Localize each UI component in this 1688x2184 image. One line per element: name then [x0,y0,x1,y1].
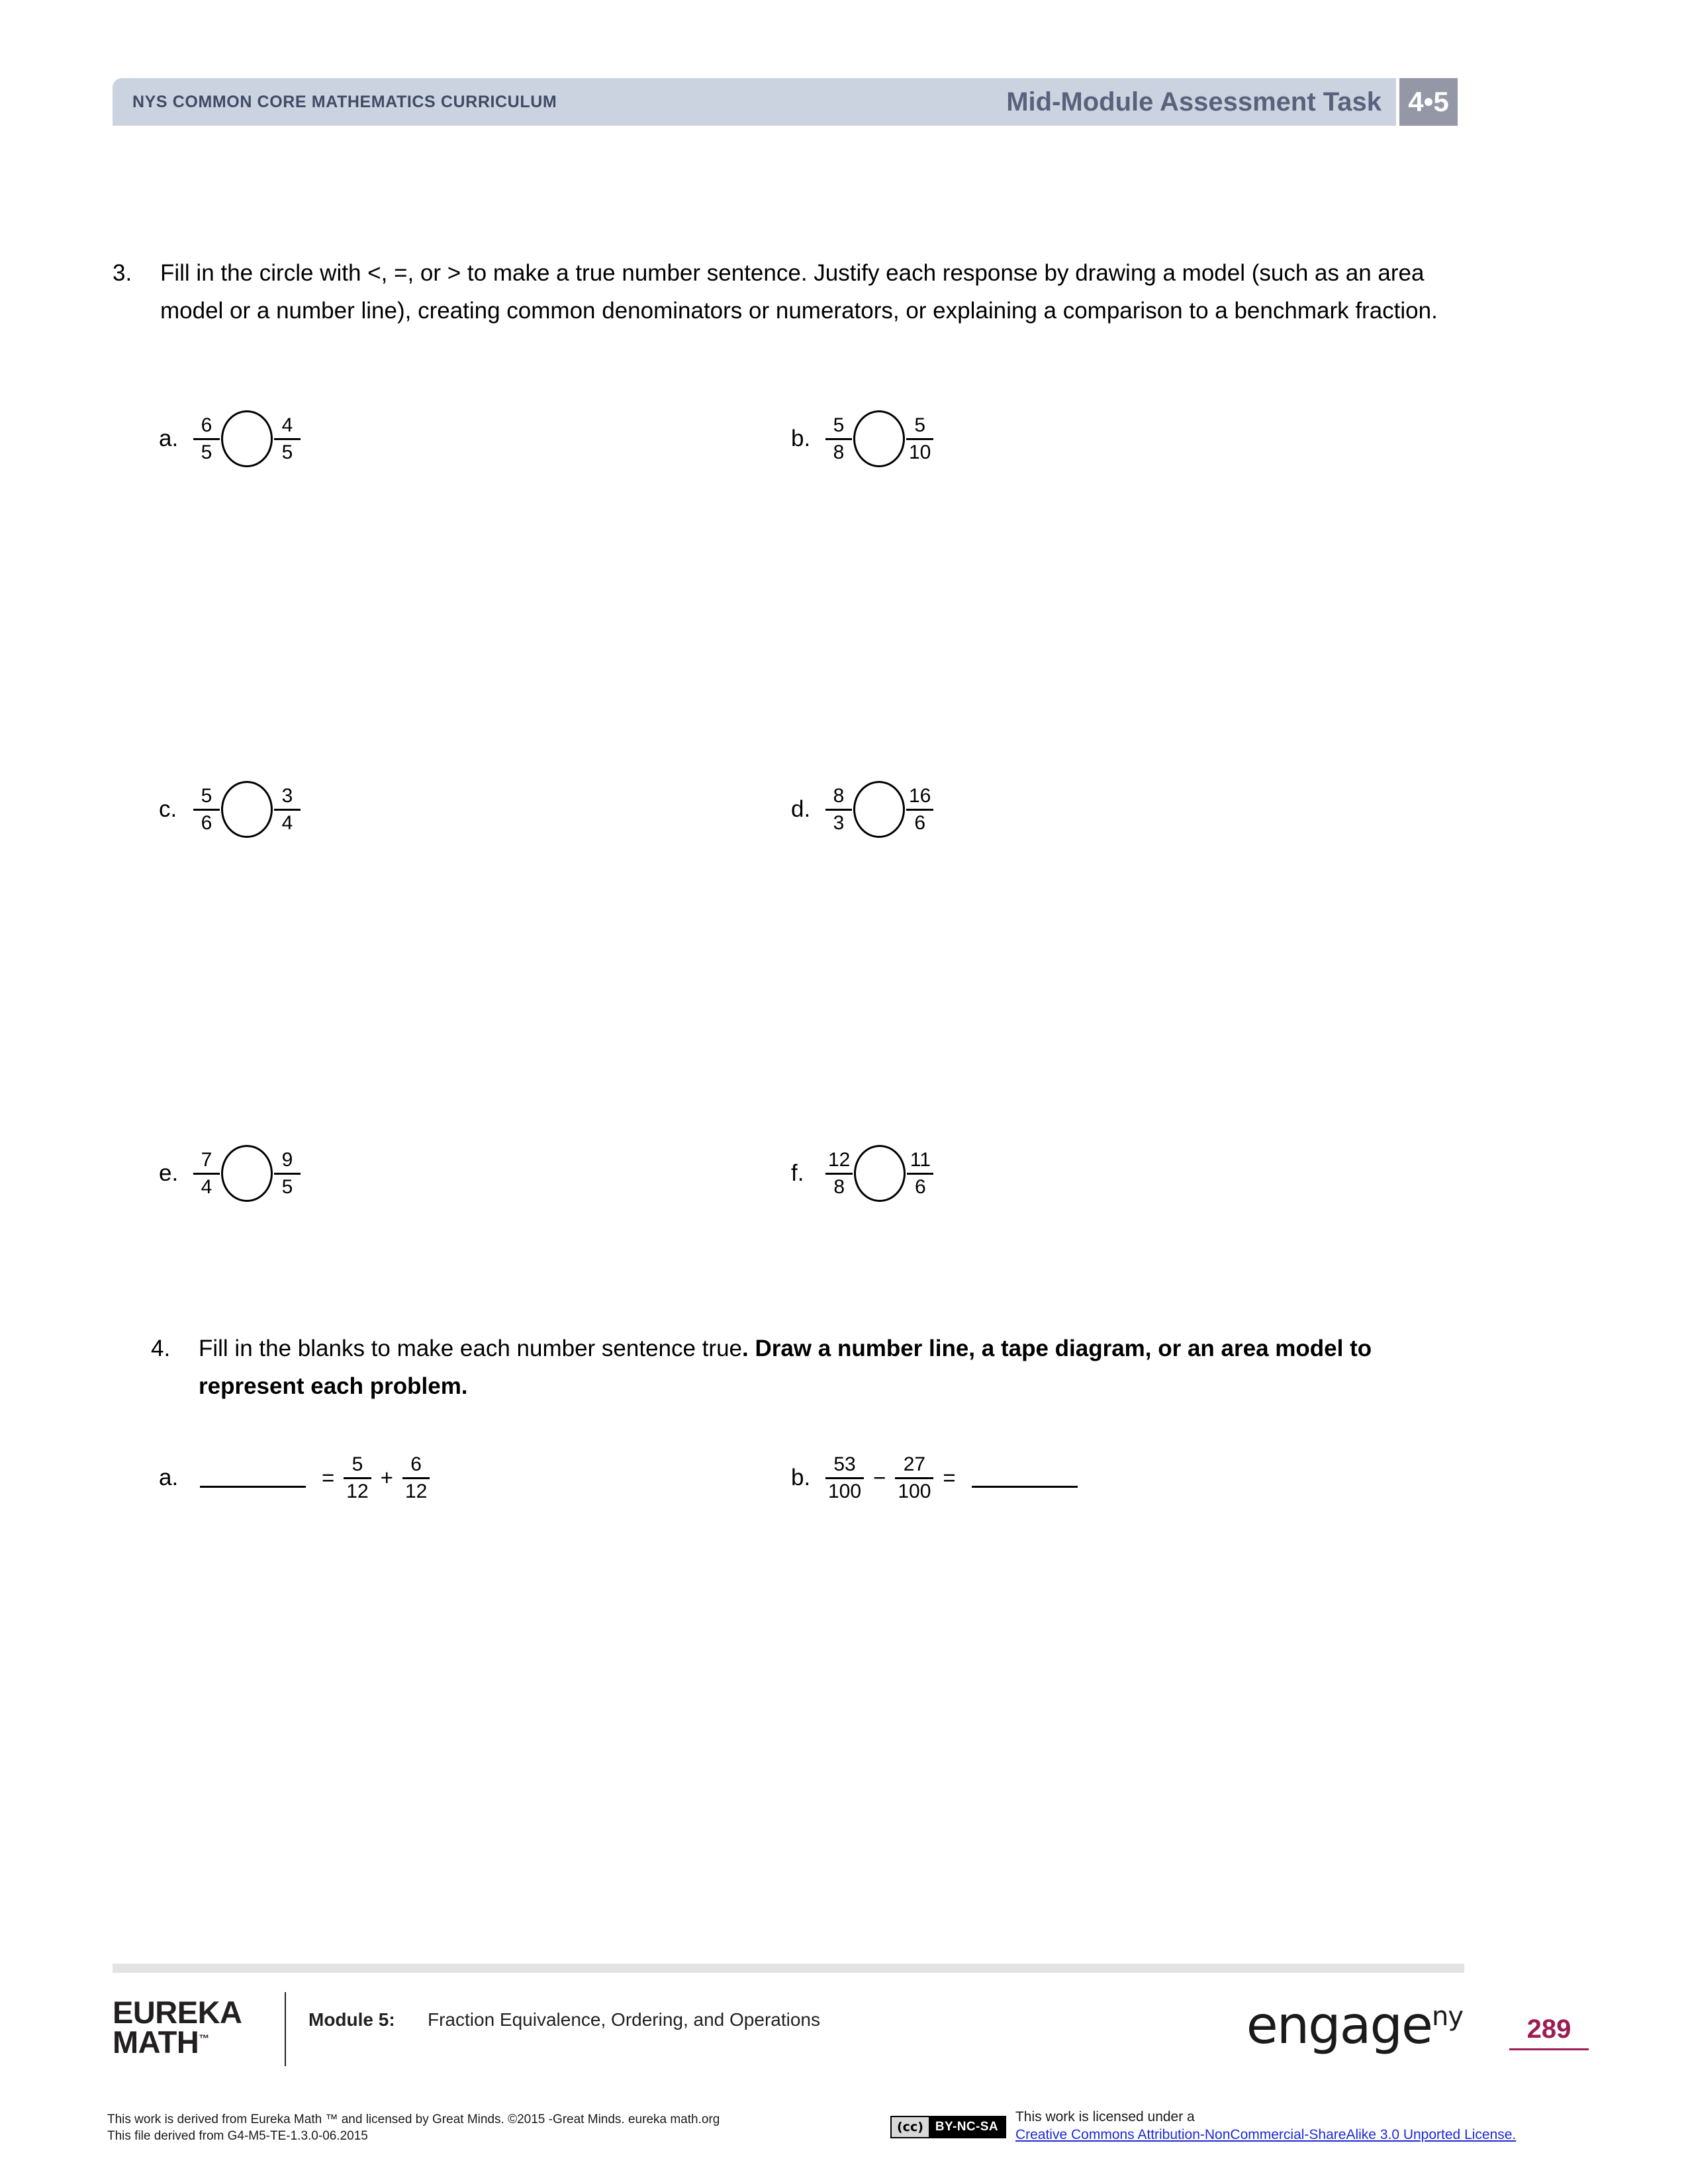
fraction-right-c [274,786,301,834]
item-letter-a: a. [159,426,179,451]
numerator: 16 [909,784,931,807]
numerator: 5 [201,784,212,807]
equals-sign-4a: = [322,1465,335,1490]
problem-4-text-bold: . Draw a number line, a tape diagram, or an area model to represent each problem. [199,1336,1372,1399]
numerator: 3 [281,784,293,807]
fraction-bar [825,1173,853,1175]
item-letter-f: f. [791,1160,804,1186]
comparison-circle-b[interactable] [853,410,905,467]
footer-module-label: Module 5: [308,2009,395,2030]
fraction-4b-first [825,1454,864,1502]
fraction-bar [274,1173,301,1175]
problem-3-item-a [159,402,301,475]
fraction-left-a [193,415,220,463]
item-letter-4b: b. [791,1465,811,1490]
comparison-circle-e[interactable] [221,1145,273,1202]
denominator: 12 [404,1480,428,1502]
item-letter-d: d. [791,796,811,822]
problem-4-item-b [791,1441,1084,1514]
problem-3-item-c [159,773,301,846]
denominator: 5 [201,441,212,463]
fraction-bar [402,1477,430,1479]
problem-3-item-e [159,1137,301,1210]
fraction-bar [193,809,220,811]
footer-divider [113,1964,1464,1973]
denominator: 6 [915,1175,926,1198]
item-letter-e: e. [159,1160,179,1186]
comparison-circle-c[interactable] [221,781,273,838]
header-band [113,78,1396,126]
fraction-bar [825,1477,864,1479]
page-number-underline [1509,2048,1589,2050]
numerator: 6 [201,414,212,436]
operator-4a: + [380,1465,393,1490]
numerator: 5 [352,1453,363,1475]
fraction-bar [906,809,933,811]
fraction-bar [344,1477,371,1479]
item-letter-c: c. [159,796,177,822]
denominator: 6 [914,811,926,834]
eureka-logo-line2: MATH™ [113,2025,209,2060]
numerator: 8 [833,784,845,807]
problem-4-item-a [159,1441,430,1514]
fraction-bar [193,438,220,440]
numerator: 6 [410,1453,422,1475]
denominator: 6 [201,811,212,834]
eureka-math-logo [113,1992,278,2060]
license-statement: This work is licensed under a [1015,2109,1195,2124]
denominator: 3 [833,811,845,834]
denominator: 100 [898,1480,931,1502]
fraction-bar [274,809,301,811]
problem-3 [113,255,1456,330]
operator-4b: − [873,1465,886,1490]
comparison-circle-d[interactable] [853,781,905,838]
denominator: 4 [281,811,293,834]
page-header [113,78,1458,126]
fraction-4b-second [895,1454,933,1502]
numerator: 7 [201,1148,212,1171]
trademark-symbol: ™ [199,2033,209,2045]
numerator: 12 [828,1148,851,1171]
problem-4 [151,1330,1458,1405]
fraction-bar [274,438,301,440]
problem-3-item-b [791,402,933,475]
problem-3-item-f [791,1137,933,1210]
denominator: 8 [833,1175,845,1198]
footer-module-info [308,1992,1246,2030]
fraction-right-f [907,1150,933,1198]
comparison-circle-a[interactable] [221,410,273,467]
cc-terms: BY-NC-SA [929,2117,1005,2137]
fraction-right-a [274,415,301,463]
cc-mark: (cc) [892,2117,929,2137]
denominator: 8 [833,441,845,463]
denominator: 4 [201,1175,212,1198]
fraction-left-b [825,415,852,463]
footer-module-description: Fraction Equivalence, Ordering, and Operations [428,2009,820,2030]
problem-3-item-d [791,773,933,846]
ny-text: ny [1431,2001,1463,2032]
fraction-left-f [825,1150,853,1198]
footer-vertical-rule [285,1992,286,2066]
numerator: 11 [910,1148,931,1171]
answer-blank-4a[interactable] [200,1468,306,1488]
fraction-right-e [274,1150,301,1198]
fraction-bar [193,1173,220,1175]
page-number-block [1509,1992,1589,2050]
derivation-line-1: This work is derived from Eureka Math ™ and licensed by Great Minds. ©2015 -Great Minds. eureka math.org [107,2113,720,2126]
comparison-circle-f[interactable] [854,1145,906,1202]
fraction-right-b [906,415,933,463]
fraction-4a-first [344,1454,371,1502]
problem-3-number: 3. [113,260,132,286]
numerator: 9 [281,1148,293,1171]
engage-text: engage [1246,1996,1432,2056]
denominator: 12 [346,1480,369,1502]
fraction-bar [895,1477,933,1479]
numerator: 5 [833,414,845,436]
numerator: 27 [903,1453,926,1475]
curriculum-label: NYS COMMON CORE MATHEMATICS CURRICULUM [132,92,557,111]
derivation-notice [107,2111,720,2145]
problem-4-text-plain: Fill in the blanks to make each number sentence true [199,1336,742,1361]
fraction-right-d [906,786,933,834]
numerator: 4 [281,414,293,436]
assessment-title: Mid-Module Assessment Task [1006,87,1382,116]
denominator: 5 [281,441,293,463]
fraction-left-d [825,786,852,834]
engageny-logo [1246,1992,1463,2056]
equals-sign-4b: = [943,1465,956,1490]
eureka-logo-line1: EUREKA [113,1995,242,2030]
creative-commons-badge-icon[interactable] [890,2116,1006,2138]
derivation-line-2: This file derived from G4-M5-TE-1.3.0-06.2015 [107,2129,368,2144]
fraction-bar [825,809,852,811]
numerator: 5 [914,414,926,436]
item-letter-b: b. [791,426,811,451]
fraction-left-e [193,1150,220,1198]
denominator: 10 [909,441,931,463]
problem-4-text [199,1330,1458,1405]
fraction-bar [906,438,933,440]
module-badge: 4•5 [1399,78,1458,126]
license-text-block [1015,2108,1516,2143]
numerator: 53 [833,1453,856,1475]
license-link[interactable]: Creative Commons Attribution-NonCommercial-ShareAlike 3.0 Unported License. [1015,2126,1517,2142]
fraction-bar [825,438,852,440]
item-letter-4a: a. [159,1465,179,1490]
fraction-bar [907,1173,933,1175]
page-footer [113,1992,1589,2091]
denominator: 100 [828,1480,862,1502]
page-number: 289 [1526,2015,1571,2044]
denominator: 5 [281,1175,293,1198]
answer-blank-4b[interactable] [972,1468,1078,1488]
problem-3-text: Fill in the circle with <, =, or > to make a true number sentence. Justify each response by drawing a model (such as an area model or a number line), creating common denominators or numerators, or explaining a comparison to a benchmark fraction. [160,260,1438,324]
fraction-left-c [193,786,220,834]
fraction-4a-second [402,1454,430,1502]
license-notice [890,2108,1516,2143]
problem-4-number: 4. [151,1336,171,1361]
